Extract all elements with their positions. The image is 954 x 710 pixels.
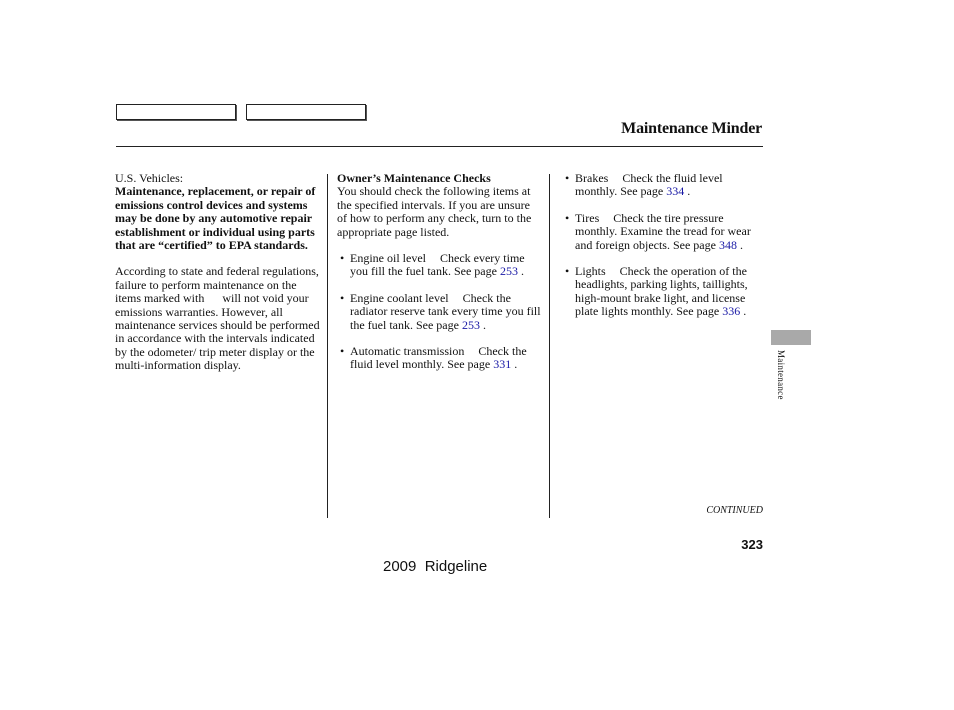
page-title: Maintenance Minder xyxy=(621,120,762,137)
page-link-253[interactable]: 253 xyxy=(461,317,480,332)
item-label: Brakes xyxy=(575,171,609,185)
list-item-brakes: • Brakes Check the fluid level monthly. See page 334 . xyxy=(562,172,764,199)
item-label: Engine oil level xyxy=(350,251,426,266)
section-heading: Owner’s Maintenance Checks xyxy=(337,171,491,185)
section-tab[interactable] xyxy=(771,330,811,345)
emissions-notice: Maintenance, replacement, or repair of emissions control devices and systems may be done by any automotive repair establishment or individual using parts that are “certified” to EPA standards. xyxy=(115,184,316,253)
item-text: Check the fluid level monthly. See page xyxy=(575,171,723,199)
item-text: Check the radiator reserve tank every time you fill the fuel tank. See page xyxy=(350,290,541,332)
column-more-checks xyxy=(562,172,764,319)
page-link-253[interactable]: 253 xyxy=(499,264,518,279)
item-text: Check the operation of the headlights, parking lights, taillights, high-mount brake light, and license plate lights monthly. See page xyxy=(575,264,748,319)
footer-model: 2009 Ridgeline xyxy=(383,558,488,575)
list-item-automatic-transmission: • Automatic transmission Check the fluid level monthly. See page 331 . xyxy=(337,345,542,372)
column-divider-2 xyxy=(549,174,550,518)
list-item-engine-coolant: • Engine coolant level Check the radiator reserve tank every time you fill the fuel tank. See page 253 . xyxy=(337,292,542,332)
item-text: Check the fluid level monthly. See page xyxy=(350,344,527,372)
item-label: Engine coolant level xyxy=(350,290,449,305)
page-number: 323 xyxy=(741,537,763,552)
list-item-engine-oil: • Engine oil level Check every time you fill the fuel tank. See page 253 . xyxy=(337,252,542,279)
continued-label: CONTINUED xyxy=(706,505,763,516)
warranty-paragraph: According to state and federal regulations, failure to perform maintenance on the items marked with will not void your emissions warranties. However, all maintenance services should be performed in accordance with the intervals indicated by the odometer/ trip meter display or the multi-information display. xyxy=(115,264,323,373)
column-owner-checks xyxy=(337,172,542,372)
page-link-334[interactable]: 334 xyxy=(666,184,685,199)
list-item-lights: • Lights Check the operation of the headlights, parking lights, taillights, high-mount brake light, and license plate lights monthly. See page 336 . xyxy=(562,265,764,319)
item-label: Tires xyxy=(575,210,600,225)
us-vehicles-label: U.S. Vehicles: xyxy=(115,171,184,185)
page-link-348[interactable]: 348 xyxy=(718,237,737,252)
item-label: Automatic transmission xyxy=(350,344,465,359)
list-item-tires: • Tires Check the tire pressure monthly. Examine the tread for wear and foreign objects. See page 348 . xyxy=(562,212,764,252)
section-intro: You should check the following items at the specified intervals. If you are unsure of how to perform any check, turn to the appropriate page listed. xyxy=(337,184,532,239)
column-emissions xyxy=(115,172,321,373)
title-divider xyxy=(116,146,763,147)
item-label: Lights xyxy=(575,264,606,279)
nav-button-index[interactable] xyxy=(246,104,366,120)
section-tab-label: Maintenance xyxy=(776,350,786,400)
item-text: Check the tire pressure monthly. Examine the tread for wear and foreign objects. See page xyxy=(575,210,751,252)
page-link-331[interactable]: 331 xyxy=(493,357,512,372)
column-divider-1 xyxy=(327,174,328,518)
page-link-336[interactable]: 336 xyxy=(722,304,741,319)
item-text: Check every time you fill the fuel tank. See page xyxy=(350,251,525,279)
nav-button-contents[interactable] xyxy=(116,104,236,120)
